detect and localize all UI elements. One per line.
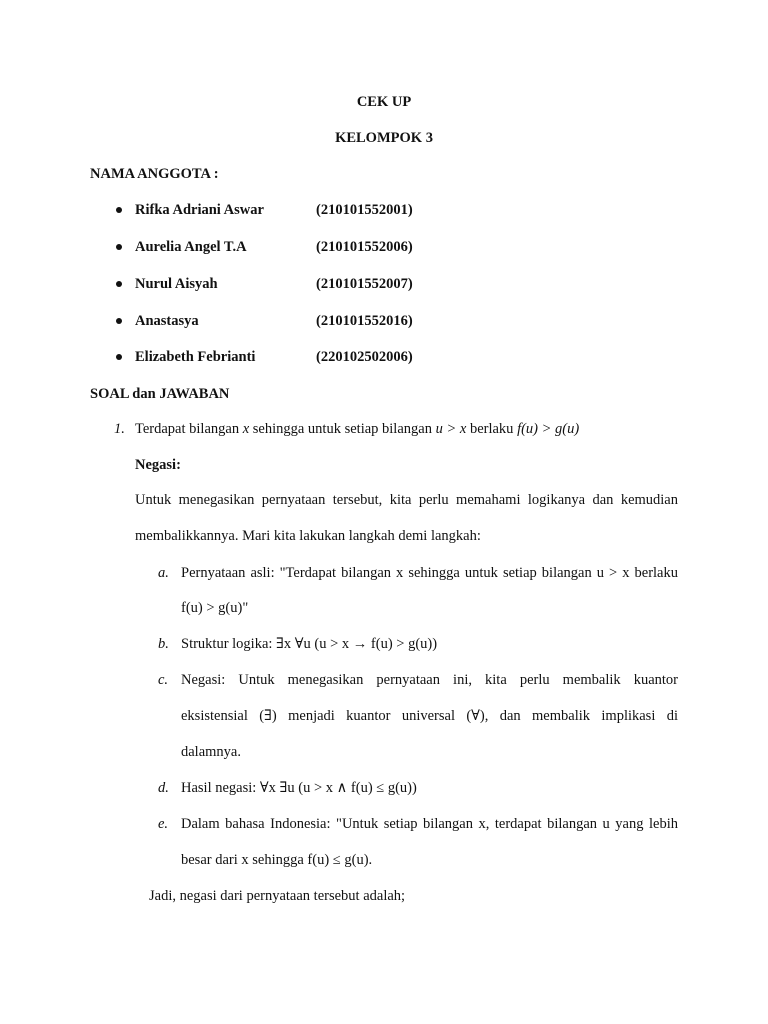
- step-text-line: dalamnya.: [181, 744, 241, 760]
- bullet-icon: [116, 354, 122, 360]
- qa-heading: SOAL dan JAWABAN: [90, 386, 230, 402]
- intro-paragraph-line: membalikkannya. Mari kita lakukan langkah demi langkah:: [135, 528, 481, 544]
- member-name: Rifka Adriani Aswar: [135, 202, 264, 218]
- step-text-line: Pernyataan asli: "Terdapat bilangan x sehingga untuk setiap bilangan u > x berlaku: [181, 565, 678, 581]
- members-heading: NAMA ANGGOTA :: [90, 166, 219, 182]
- member-name: Nurul Aisyah: [135, 276, 218, 292]
- step-text-line: Negasi: Untuk menegasikan pernyataan ini, kita perlu membalik kuantor: [181, 672, 678, 688]
- member-name: Anastasya: [135, 313, 199, 329]
- step-marker: b.: [158, 636, 169, 652]
- step-text-line: f(u) > g(u)": [181, 600, 249, 616]
- question-text: Terdapat bilangan x sehingga untuk setiap bilangan u > x berlaku f(u) > g(u): [135, 421, 580, 437]
- step-text-line: eksistensial (∃) menjadi kuantor universal (∀), dan membalik implikasi di: [181, 708, 678, 724]
- bullet-icon: [116, 281, 122, 287]
- member-id: (210101552007): [316, 276, 413, 292]
- bullet-icon: [116, 318, 122, 324]
- step-marker: a.: [158, 565, 169, 581]
- negasi-label: Negasi:: [135, 457, 181, 473]
- step-text-line: Hasil negasi: ∀x ∃u (u > x ∧ f(u) ≤ g(u)): [181, 780, 417, 796]
- step-text-line: besar dari x sehingga f(u) ≤ g(u).: [181, 852, 373, 868]
- member-id: (210101552001): [316, 202, 413, 218]
- step-text-line: Struktur logika: ∃x ∀u (u > x → f(u) > g(u)): [181, 636, 438, 652]
- member-id: (210101552006): [316, 239, 413, 255]
- question-number: 1.: [114, 421, 125, 437]
- member-id: (220102502006): [316, 349, 413, 365]
- member-name: Elizabeth Febrianti: [135, 349, 256, 365]
- bullet-icon: [116, 244, 122, 250]
- member-id: (210101552016): [316, 313, 413, 329]
- step-marker: d.: [158, 780, 169, 796]
- member-name: Aurelia Angel T.A: [135, 239, 247, 255]
- document-title: CEK UP: [356, 94, 412, 110]
- step-marker: e.: [158, 816, 169, 832]
- step-marker: c.: [158, 672, 169, 688]
- conclusion-text: Jadi, negasi dari pernyataan tersebut adalah;: [149, 888, 406, 904]
- bullet-icon: [116, 207, 122, 213]
- step-text-line: Dalam bahasa Indonesia: "Untuk setiap bilangan x, terdapat bilangan u yang lebih: [181, 816, 678, 832]
- group-name: KELOMPOK 3: [335, 130, 433, 146]
- intro-paragraph-line: Untuk menegasikan pernyataan tersebut, kita perlu memahami logikanya dan kemudian: [135, 492, 678, 508]
